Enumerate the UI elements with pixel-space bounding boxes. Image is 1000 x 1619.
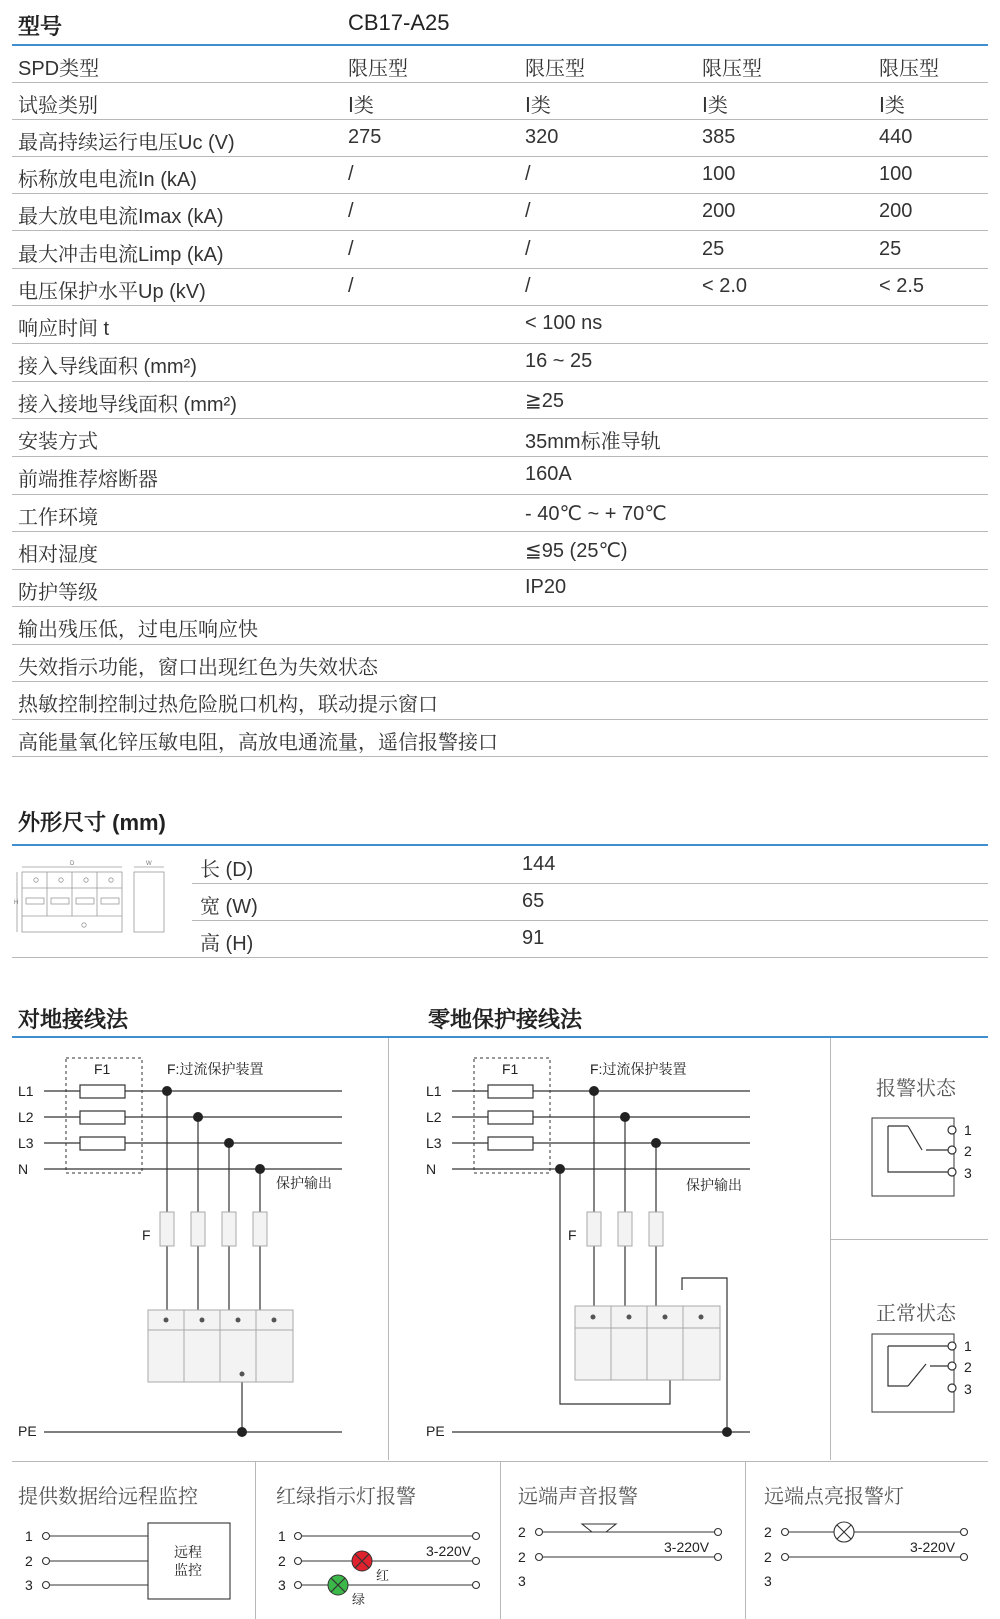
- row-label: 标称放电电流In (kA): [18, 169, 197, 191]
- terminal-label: 1: [964, 1122, 972, 1138]
- remote-monitor-diagram: [14, 1520, 254, 1616]
- column-divider: [830, 1038, 831, 1460]
- row-divider: [12, 569, 988, 570]
- sound-alarm-diagram: [512, 1516, 744, 1612]
- cell: Ⅰ类: [348, 95, 374, 117]
- row-divider: [12, 119, 988, 120]
- row-divider: [192, 883, 988, 884]
- panel-title: 红绿指示灯报警: [276, 1486, 416, 1508]
- state-divider: [830, 1239, 988, 1240]
- cell: 16 ~ 25: [525, 350, 593, 372]
- fuse-note: F:过流保护装置: [167, 1061, 264, 1077]
- row-label: 电压保护水平Up (kV): [18, 281, 206, 303]
- panel-divider: [500, 1462, 501, 1619]
- drawing-letter-h: H: [14, 900, 19, 906]
- right-wiring-diagram: [420, 1040, 830, 1460]
- pin-label: 2: [25, 1553, 33, 1569]
- f-label: F: [568, 1227, 577, 1243]
- left-wiring-title: 对地接线法: [18, 1007, 129, 1032]
- row-divider: [12, 193, 988, 194]
- normal-state-diagram: [860, 1326, 980, 1426]
- line-label: L3: [426, 1135, 442, 1151]
- header-divider: [12, 44, 988, 46]
- fuse-label: F1: [94, 1061, 111, 1077]
- row-divider: [12, 681, 988, 682]
- row-divider: [12, 531, 988, 532]
- pin-label: 3: [518, 1573, 526, 1589]
- drawing-letter-d: D: [70, 861, 75, 867]
- column-divider: [388, 1038, 389, 1460]
- panel-divider: [255, 1462, 256, 1619]
- cell: 200: [702, 200, 736, 222]
- pin-label: 2: [764, 1549, 772, 1565]
- cell: /: [525, 275, 531, 297]
- panel-divider: [745, 1462, 746, 1619]
- row-label: 相对湿度: [18, 544, 98, 566]
- line-label: L1: [426, 1083, 442, 1099]
- right-wiring-title: 零地保护接线法: [428, 1007, 583, 1032]
- dim-label: 宽 (W): [200, 896, 258, 918]
- panel-title: 提供数据给远程监控: [18, 1486, 198, 1508]
- dim-value: 144: [522, 853, 556, 875]
- cell: 200: [879, 200, 913, 222]
- cell: /: [525, 163, 531, 185]
- cell: Ⅰ类: [702, 95, 728, 117]
- cell: < 2.0: [702, 275, 748, 297]
- alarm-state-label: 报警状态: [876, 1078, 956, 1100]
- voltage-label: 3-220V: [910, 1539, 956, 1555]
- terminal-label: 2: [964, 1359, 972, 1375]
- normal-state-label: 正常状态: [876, 1303, 956, 1325]
- voltage-label: 3-220V: [664, 1539, 710, 1555]
- output-label: 保护输出: [686, 1177, 742, 1193]
- cell: /: [348, 238, 354, 260]
- pin-label: 2: [764, 1524, 772, 1540]
- row-divider: [12, 957, 988, 958]
- dimension-drawing: [14, 860, 174, 942]
- fuse-note: F:过流保护装置: [590, 1061, 687, 1077]
- row-label: 响应时间 t: [18, 318, 110, 340]
- row-divider: [12, 719, 988, 720]
- cell: /: [525, 238, 531, 260]
- pin-label: 2: [518, 1549, 526, 1565]
- terminal-label: 3: [964, 1381, 972, 1397]
- cell: 限压型: [702, 58, 762, 80]
- cell: ≧25: [525, 390, 565, 412]
- cell: Ⅰ类: [879, 95, 905, 117]
- cell: 385: [702, 126, 736, 148]
- monitor-box-line1: 远程: [174, 1544, 202, 1560]
- row-label: 最高持续运行电压Uc (V): [18, 132, 235, 154]
- alarm-state-diagram: [860, 1110, 980, 1210]
- cell: - 40℃ ~ + 70℃: [525, 503, 667, 525]
- pin-label: 3: [278, 1577, 286, 1593]
- row-divider: [12, 418, 988, 419]
- pe-label: PE: [426, 1423, 445, 1439]
- dim-label: 长 (D): [200, 859, 254, 881]
- cell: < 2.5: [879, 275, 925, 297]
- line-label: L2: [426, 1109, 442, 1125]
- panel-title: 远端声音报警: [518, 1486, 638, 1508]
- pin-label: 1: [25, 1528, 33, 1544]
- feature-text: 输出残压低，过电压响应快: [18, 619, 258, 641]
- row-divider: [12, 644, 988, 645]
- row-divider: [192, 920, 988, 921]
- row-label: 接入导线面积 (mm²): [18, 356, 197, 378]
- line-label: L2: [18, 1109, 34, 1125]
- cell: 25: [702, 238, 725, 260]
- feature-text: 失效指示功能，窗口出现红色为失效状态: [18, 657, 378, 679]
- row-divider: [12, 156, 988, 157]
- cell: /: [348, 200, 354, 222]
- left-wiring-diagram: [12, 1040, 388, 1460]
- panel-title: 远端点亮报警灯: [764, 1486, 904, 1508]
- fuse-label: F1: [502, 1061, 519, 1077]
- cell: IP20: [525, 576, 567, 598]
- row-label: SPD类型: [18, 58, 100, 80]
- cell: 限压型: [525, 58, 585, 80]
- row-divider: [12, 82, 988, 83]
- output-label: 保护输出: [276, 1175, 332, 1191]
- row-label: 安装方式: [18, 431, 98, 453]
- model-label: 型号: [18, 14, 63, 39]
- row-divider: [12, 756, 988, 757]
- row-label: 接入接地导线面积 (mm²): [18, 394, 237, 416]
- speaker-icon: [582, 1524, 616, 1532]
- wiring-divider: [12, 1036, 988, 1038]
- dim-value: 65: [522, 890, 545, 912]
- line-label: N: [18, 1161, 29, 1177]
- dim-label: 高 (H): [200, 933, 254, 955]
- line-label: L3: [18, 1135, 34, 1151]
- terminal-label: 3: [964, 1165, 972, 1181]
- cell: ≦95 (25℃): [525, 540, 628, 562]
- row-label: 最大放电电流Imax (kA): [18, 206, 224, 228]
- cell: 160A: [525, 463, 572, 485]
- terminal-label: 2: [964, 1143, 972, 1159]
- row-label: 前端推荐熔断器: [18, 469, 158, 491]
- cell: 25: [879, 238, 902, 260]
- cell: 100: [702, 163, 736, 185]
- row-divider: [12, 230, 988, 231]
- pin-label: 3: [764, 1573, 772, 1589]
- cell: 100: [879, 163, 913, 185]
- model-value: CB17-A25: [348, 10, 450, 35]
- drawing-letter-w: W: [146, 861, 152, 867]
- dimensions-title: 外形尺寸 (mm): [18, 810, 166, 835]
- row-divider: [12, 456, 988, 457]
- row-divider: [12, 606, 988, 607]
- green-label: 绿: [352, 1592, 366, 1607]
- alarm-lamp-diagram: [758, 1516, 990, 1612]
- row-divider: [12, 494, 988, 495]
- row-label: 试验类别: [18, 95, 98, 117]
- row-label: 最大冲击电流Limp (kA): [18, 244, 224, 266]
- row-label: 防护等级: [18, 582, 98, 604]
- pin-label: 3: [25, 1577, 33, 1593]
- dimensions-divider: [12, 844, 988, 846]
- cell: /: [525, 200, 531, 222]
- row-divider: [12, 343, 988, 344]
- cell: /: [348, 163, 354, 185]
- feature-text: 热敏控制控制过热危险脱口机构，联动提示窗口: [18, 694, 438, 716]
- feature-text: 高能量氧化锌压敏电阻，高放电通流量，遥信报警接口: [18, 732, 498, 754]
- cell: 35mm标准导轨: [525, 431, 661, 453]
- red-green-lamp-diagram: [270, 1520, 500, 1616]
- red-label: 红: [376, 1568, 390, 1583]
- pin-label: 2: [518, 1524, 526, 1540]
- voltage-label: 3-220V: [426, 1543, 472, 1559]
- pin-label: 2: [278, 1553, 286, 1569]
- pin-label: 1: [278, 1528, 286, 1544]
- cell: Ⅰ类: [525, 95, 551, 117]
- cell: 440: [879, 126, 913, 148]
- terminal-label: 1: [964, 1338, 972, 1354]
- line-label: L1: [18, 1083, 34, 1099]
- cell: < 100 ns: [525, 312, 603, 334]
- row-divider: [12, 268, 988, 269]
- f-label: F: [142, 1227, 151, 1243]
- row-label: 工作环境: [18, 507, 98, 529]
- cell: 限压型: [348, 58, 408, 80]
- cell: 320: [525, 126, 559, 148]
- cell: /: [348, 275, 354, 297]
- dim-value: 91: [522, 927, 545, 949]
- cell: 限压型: [879, 58, 939, 80]
- monitor-box-line2: 监控: [174, 1562, 202, 1578]
- row-divider: [12, 305, 988, 306]
- pe-label: PE: [18, 1423, 37, 1439]
- line-label: N: [426, 1161, 437, 1177]
- cell: 275: [348, 126, 382, 148]
- row-divider: [12, 381, 988, 382]
